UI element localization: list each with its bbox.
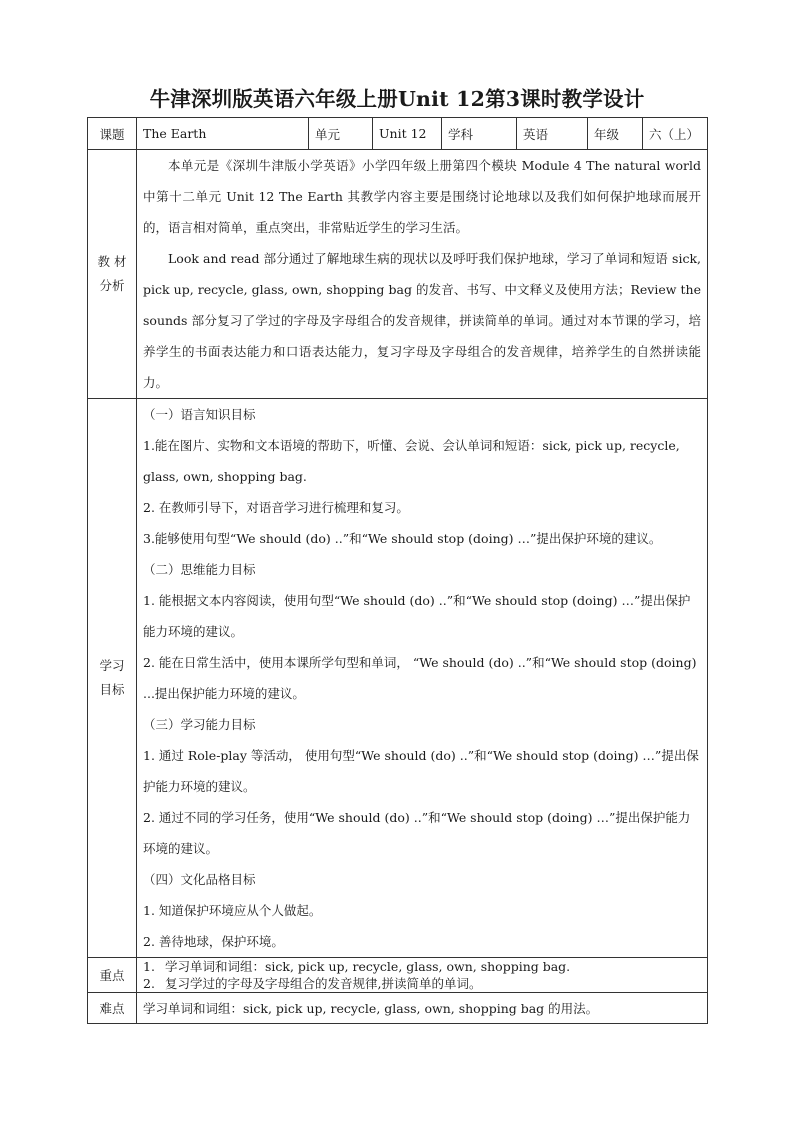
analysis-paragraph-2: Look and read 部分通过了解地球生病的现状以及呼吁我们保护地球，学习了单词和短语 sick, pick up, recycle, glass, own, shopping bag 的发音、书写、中文释义及使用方法；Review the sounds 部分复习了学过的字母及字母组合的发音规律，拼读简单的单词。通过对本节课的学习，培养学生的书面表达能力和口语表达能力，复习字母及字母组合的发音规律，培养学生的自然拼读能力。 [143, 251, 701, 390]
objective-line: 2. 在教师引导下，对语音学习进行梳理和复习。 [143, 500, 409, 515]
key-points-content [137, 958, 708, 993]
objective-line: 1. 知道保护环境应从个人做起。 [143, 903, 322, 918]
header-row [88, 118, 708, 150]
key-point-number: 2. [143, 976, 155, 991]
objective-line: （三）学习能力目标 [143, 717, 256, 732]
key-point-text: 学习单词和词组：sick, pick up, recycle, glass, own, shopping bag. [165, 959, 571, 974]
key-points-row [88, 958, 708, 993]
objective-line: （二）思维能力目标 [143, 562, 256, 577]
objectives-label-line-1: 学习 [99, 658, 125, 673]
objectives-label [88, 399, 137, 958]
topic-value: The Earth [137, 118, 309, 150]
analysis-paragraph-1: 本单元是《深圳牛津版小学英语》小学四年级上册第四个模块 Module 4 The natural world 中第十二单元 Unit 12 The Earth 其教学内容主要是围绕讨论地球以及我们如何保护地球而展开的，语言相对简单，重点突出，非常贴近学生的学习生活。 [143, 158, 701, 235]
subject-label: 学科 [442, 118, 517, 150]
analysis-row [88, 150, 708, 399]
objectives-label-line-2: 目标 [99, 682, 125, 697]
grade-value: 六（上） [643, 118, 708, 150]
subject-value: 英语 [517, 118, 588, 150]
analysis-label-line-2: 分析 [99, 278, 125, 293]
objective-line: 1.能在图片、实物和文本语境的帮助下，听懂、会说、会认单词和短语：sick, pick up, recycle, glass, own, shopping bag. [143, 438, 680, 484]
analysis-label [88, 150, 137, 399]
objective-line: 1. 能根据文本内容阅读，使用句型“We should (do) ..”和“We should stop (doing) …”提出保护能力环境的建议。 [143, 593, 691, 639]
grade-label: 年级 [588, 118, 643, 150]
key-point-item [143, 958, 701, 975]
analysis-content [137, 150, 708, 399]
objective-line: 3.能够使用句型“We should (do) ..”和“We should stop (doing) …”提出保护环境的建议。 [143, 531, 662, 546]
lesson-plan-table [87, 117, 708, 1024]
unit-value: Unit 12 [373, 118, 442, 150]
unit-label: 单元 [309, 118, 373, 150]
objective-line: 2. 能在日常生活中，使用本课所学句型和单词， “We should (do) ..”和“We should stop (doing) ...提出保护能力环境的建议。 [143, 655, 697, 701]
page-title: 牛津深圳版英语六年级上册Unit 12第3课时教学设计 [149, 87, 645, 111]
key-points-label: 重点 [88, 958, 137, 993]
objective-line: 2. 善待地球，保护环境。 [143, 934, 284, 949]
difficulties-row [88, 993, 708, 1024]
difficulties-label: 难点 [88, 993, 137, 1024]
difficulties-content: 学习单词和词组：sick, pick up, recycle, glass, own, shopping bag 的用法。 [137, 993, 708, 1024]
topic-label: 课题 [88, 118, 137, 150]
key-point-text: 复习学过的字母及字母组合的发音规律,拼读简单的单词。 [165, 976, 482, 991]
analysis-label-line-1: 教 材 [97, 254, 127, 269]
objective-line: 2. 通过不同的学习任务，使用“We should (do) ..”和“We should stop (doing) …”提出保护能力环境的建议。 [143, 810, 691, 856]
objectives-row [88, 399, 708, 958]
key-point-number: 1. [143, 959, 155, 974]
key-point-item [143, 975, 701, 992]
objective-line: （四）文化品格目标 [143, 872, 256, 887]
objectives-content [137, 399, 708, 958]
objective-line: 1. 通过 Role-play 等活动， 使用句型“We should (do) ..”和“We should stop (doing) …”提出保护能力环境的建议。 [143, 748, 699, 794]
objective-line: （一）语言知识目标 [143, 407, 256, 422]
